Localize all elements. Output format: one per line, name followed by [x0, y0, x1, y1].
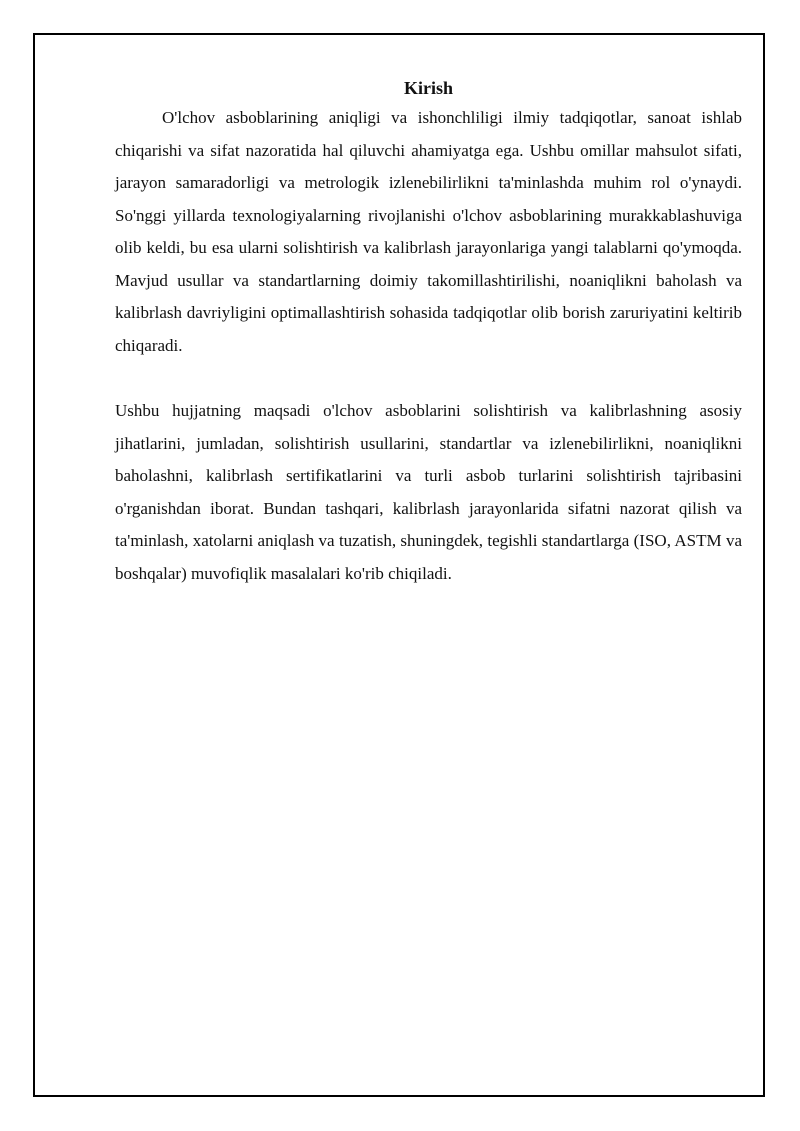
- paragraph-intro: O'lchov asboblarining aniqligi va ishonchliligi ilmiy tadqiqotlar, sanoat ishlab chiqarishi va sifat nazoratida hal qiluvchi ahamiyatga ega. Ushbu omillar mahsulot sifati, jarayon samaradorligi va metrologik izlenebilirlikni ta'minlashda muhim rol o'ynaydi. So'nggi yillarda texnologiyalarning rivojlanishi o'lchov asboblarining murakkablashuviga olib keldi, bu esa ularni solishtirish va kalibrlash jarayonlariga yangi talablarni qo'ymoqda. Mavjud usullar va standartlarning doimiy takomillashtirilishi, noaniqlikni baholash va kalibrlash davriyligini optimallashtirish sohasida tadqiqotlar olib borish zaruriyatini keltirib chiqaradi.: [115, 108, 742, 355]
- paragraph-spacer: [115, 362, 742, 395]
- paragraph-purpose: Ushbu hujjatning maqsadi o'lchov asboblarini solishtirish va kalibrlashning asosiy jihatlarini, jumladan, solishtirish usullarini, standartlar va izlenebilirlikni, noaniqlikni baholashni, kalibrlash sertifikatlarini va turli asbob turlarini solishtirish tajribasini o'rganishdan iborat. Bundan tashqari, kalibrlash jarayonlarida sifatni nazorat qilish va ta'minlash, xatolarni aniqlash va tuzatish, shuningdek, tegishli standartlarga (ISO, ASTM va boshqalar) muvofiqlik masalalari ko'rib chiqiladi.: [115, 401, 742, 583]
- document-body: [115, 74, 742, 590]
- document-title: Kirish: [403, 78, 453, 98]
